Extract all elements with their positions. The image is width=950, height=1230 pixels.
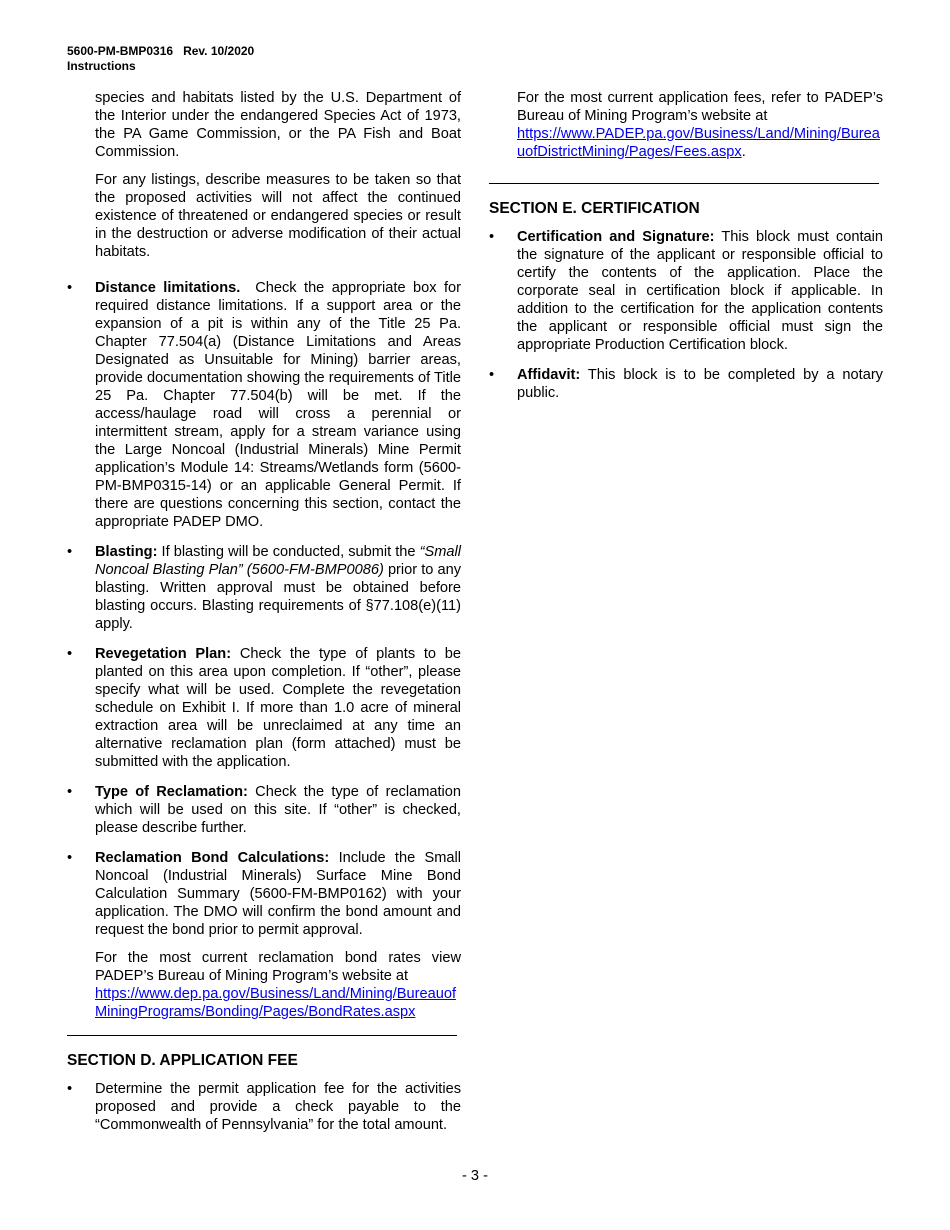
bullet-icon: • [67, 850, 73, 866]
listings-paragraph: For any listings, describe measures to be taken so that the proposed activities will not affect the continued existence of threatened or endangered species or result in the destruction or adverse modification of their actual habitats. [95, 172, 461, 260]
section-d-title: SECTION D. APPLICATION FEE [67, 1052, 298, 1069]
species-paragraph: species and habitats listed by the U.S. Department of the Interior under the endangered Species Act of 1973, the PA Game Commission, or the PA Fish and Boat Commission. [95, 90, 461, 160]
page-number: - 3 - [462, 1168, 488, 1184]
fee-text: For the most current application fees, refer to PADEP’s Bureau of Mining Program’s website at [517, 90, 883, 124]
text-affidavit: This block is to be completed by a notary public. [517, 367, 883, 401]
text-bond-calculations: Include the Small Noncoal (Industrial Minerals) Surface Mine Bond Calculation Summary (5600-FM-BMP0162) with your application. The DMO will confirm the bond amount and request the bond prior to permit approval. [95, 850, 461, 938]
bullet-icon: • [67, 280, 73, 296]
fee-paragraph [489, 89, 883, 161]
section-divider [67, 1035, 457, 1036]
bullet-icon: • [67, 784, 73, 800]
text-application-fee: Determine the permit application fee for the activities proposed and provide a check payable to the “Commonwealth of Pennsylvania” for the total amount. [95, 1081, 461, 1133]
bond-text-a: For the most current reclamation bond rates view [95, 950, 461, 966]
text-blasting-b: prior to any blasting. Written approval must be obtained before blasting occurs. Blasting requirements of §77.108(e)(11) apply. [95, 562, 461, 632]
term-distance: Distance limitations. [95, 280, 241, 296]
section-divider [489, 183, 879, 184]
list-item-revegetation [67, 645, 461, 771]
list-item-distance [67, 279, 461, 531]
form-number: 5600-PM-BMP0316 [67, 44, 174, 58]
fee-link-period: . [741, 144, 746, 160]
term-certification: Certification and Signature: [517, 229, 715, 245]
bond-rates-link[interactable]: https://www.dep.pa.gov/Business/Land/Mining/BureauofMiningPrograms/Bonding/Pages/BondRates.aspx [95, 986, 457, 1020]
list-item-certification [489, 228, 883, 354]
bullet-icon: • [489, 367, 495, 383]
left-column [67, 89, 461, 1134]
list-item-bond-calculations [67, 849, 461, 939]
bond-text-b: PADEP’s Bureau of Mining Program’s website at [95, 968, 409, 984]
bond-rates-paragraph [67, 949, 461, 1021]
list-item-reclamation-type [67, 783, 461, 837]
right-column [489, 89, 883, 402]
list-item-blasting [67, 543, 461, 633]
term-bond-calculations: Reclamation Bond Calculations: [95, 850, 330, 866]
text-distance: Check the appropriate box for required distance limitations. If a support area or the expansion of a pit is within any of the Title 25 Pa. Chapter 77.504(a) (Distance Limitations and Areas Designated as Unsuitable for Mining) barrier areas, provide documentation showing the requirements of Title 25 Pa. Chapter 77.504(b) will be met. If the access/haulage road will cross a perennial or intermittent stream, apply for a stream variance using the Large Noncoal (Industrial Minerals) Mine Permit application’s Module 14: Streams/Wetlands form (5600-PM-BMP0315-14) or an applicable General Permit. If there are questions concerning this section, contact the appropriate PADEP DMO. [95, 280, 462, 530]
text-revegetation: Check the type of plants to be planted on this area upon completion. If “other”, please specify what will be used. Complete the revegetation schedule on Exhibit I. If more than 1.0 acre of mineral extraction area will be unreclaimed at any time an alternative reclamation plan (form attached) must be submitted with the application. [95, 646, 461, 770]
term-revegetation: Revegetation Plan: [95, 646, 232, 662]
text-certification: This block must contain the signature of the applicant or responsible official to certify the contents of the application. Place the corporate seal in certification block if applicable. In addition to the certification for the application contents the applicant or responsible official must sign the appropriate Production Certification block. [517, 229, 884, 353]
term-affidavit: Affidavit: [517, 367, 581, 383]
text-reclamation-type: Check the type of reclamation which will be used on this site. If “other” is checked, please describe further. [95, 784, 462, 836]
bullet-icon: • [67, 1081, 73, 1097]
text-blasting-a: If blasting will be conducted, submit the [161, 544, 416, 560]
term-blasting: Blasting: [95, 544, 158, 560]
document-header [67, 44, 254, 73]
term-reclamation-type: Type of Reclamation: [95, 784, 248, 800]
list-item-affidavit [489, 366, 883, 402]
revision: Rev. 10/2020 [183, 44, 255, 58]
fees-link[interactable]: https://www.PADEP.pa.gov/Business/Land/Mining/BureauofDistrictMining/Pages/Fees.aspx [517, 126, 880, 160]
bullet-icon: • [489, 229, 495, 245]
blasting-plan-title: “Small Noncoal Blasting Plan” (5600-FM-BMP0086) [95, 544, 461, 578]
document-type: Instructions [67, 58, 136, 73]
bullet-icon: • [67, 646, 73, 662]
bullet-icon: • [67, 544, 73, 560]
list-item-application-fee [67, 1080, 461, 1134]
section-e-title: SECTION E. CERTIFICATION [489, 200, 700, 217]
